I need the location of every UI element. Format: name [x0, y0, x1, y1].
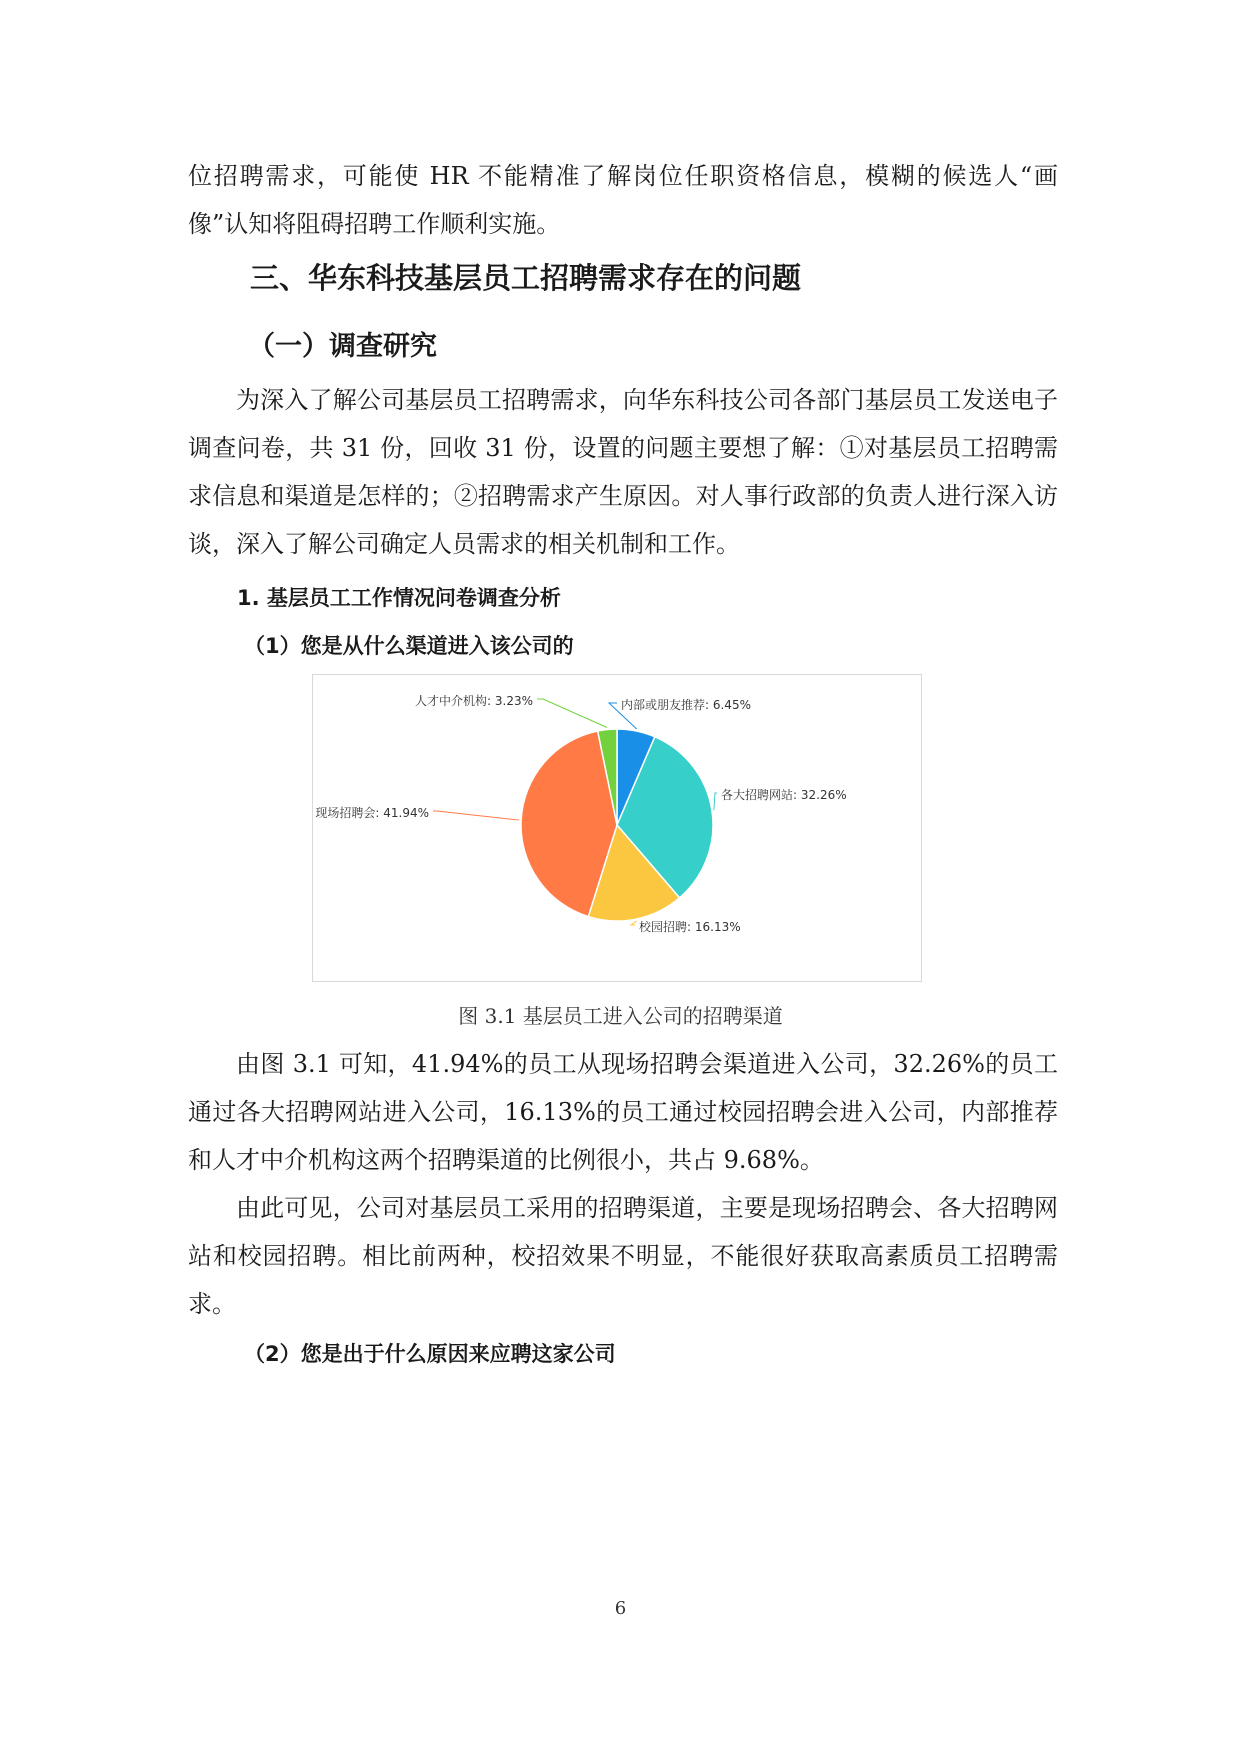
pie-chart-figure — [312, 674, 922, 982]
survey-paragraph: 为深入了解公司基层员工招聘需求，向华东科技公司各部门基层员工发送电子调查问卷，共 31 份，回收 31 份，设置的问题主要想了解：①对基层员工招聘需求信息和渠道是怎样的；②招聘需求产生原因。对人事行政部的负责人进行深入访谈，深入了解公司确定人员需求的相关机制和工作。 — [188, 386, 1058, 558]
pie-leader-line-2 — [714, 793, 717, 810]
question-2-heading: （2）您是出于什么原因来应聘这家公司 — [244, 1342, 616, 1366]
pie-chart — [313, 675, 921, 981]
question-1-heading: （1）您是从什么渠道进入该公司的 — [244, 634, 574, 658]
pie-label-5: 人才中介机构: 3.23% — [415, 694, 533, 708]
pie-label-2: 各大招聘网站: 32.26% — [721, 788, 847, 802]
analysis-paragraph-2: 由此可见，公司对基层员工采用的招聘渠道，主要是现场招聘会、各大招聘网站和校园招聘。相比前两种，校招效果不明显，不能很好获取高素质员工招聘需求。 — [188, 1194, 1058, 1318]
figure-caption: 图 3.1 基层员工进入公司的招聘渠道 — [458, 1004, 783, 1028]
pie-leader-line-3 — [631, 921, 637, 925]
pie-label-1: 内部或朋友推荐: 6.45% — [621, 698, 751, 712]
pie-label-4: 现场招聘会: 41.94% — [315, 806, 429, 820]
pie-leader-line-4 — [433, 811, 519, 820]
pie-leader-line-5 — [537, 699, 607, 728]
intro-paragraph: 位招聘需求，可能使 HR 不能精准了解岗位任职资格信息，模糊的候选人“画像”认知将阻碍招聘工作顺利实施。 — [188, 162, 1058, 238]
analysis-paragraph-1: 由图 3.1 可知，41.94%的员工从现场招聘会渠道进入公司，32.26%的员工通过各大招聘网站进入公司，16.13%的员工通过校园招聘会进入公司，内部推荐和人才中介机构这两个招聘渠道的比例很小，共占 9.68%。 — [188, 1050, 1058, 1174]
section-heading: 三、华东科技基层员工招聘需求存在的问题 — [250, 261, 802, 295]
item-heading: 1. 基层员工工作情况问卷调查分析 — [237, 586, 561, 610]
pie-label-3: 校园招聘: 16.13% — [639, 920, 741, 934]
subsection-heading: （一）调查研究 — [248, 331, 437, 362]
page-number: 6 — [614, 1598, 627, 1619]
